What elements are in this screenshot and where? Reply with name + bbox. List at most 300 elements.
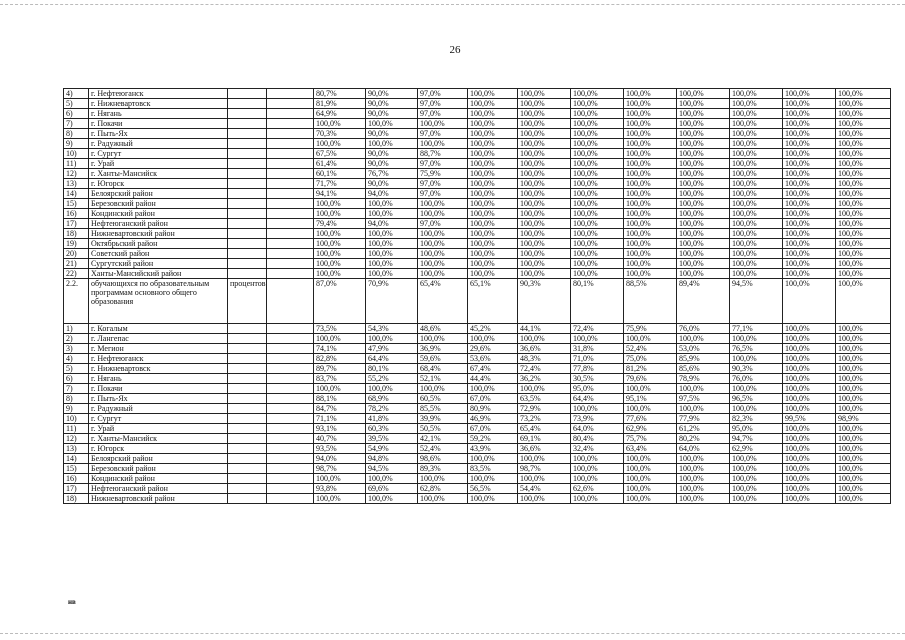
value-cell: 67,0%	[468, 394, 518, 404]
table-row	[64, 179, 891, 189]
row-name: г. Нефтеюганск	[89, 354, 228, 364]
value-cell: 46,9%	[468, 414, 518, 424]
value-cell: 100,0%	[677, 404, 730, 414]
row-number: 7)	[64, 384, 89, 394]
value-cell: 62,9%	[624, 424, 677, 434]
value-cell: 100,0%	[624, 179, 677, 189]
value-cell: 100,0%	[571, 179, 624, 189]
row-blank	[267, 99, 314, 109]
table-row	[64, 384, 891, 394]
table-row	[64, 159, 891, 169]
value-cell: 80,4%	[571, 434, 624, 444]
value-cell: 71,1%	[314, 414, 366, 424]
value-cell: 100,0%	[783, 229, 836, 239]
value-cell: 39,9%	[418, 414, 468, 424]
value-cell: 100,0%	[730, 269, 783, 279]
value-cell: 100,0%	[783, 484, 836, 494]
value-cell: 100,0%	[730, 484, 783, 494]
table-row	[64, 364, 891, 374]
value-cell: 100,0%	[836, 169, 891, 179]
value-cell: 100,0%	[468, 249, 518, 259]
row-unit	[228, 179, 267, 189]
value-cell: 100,0%	[314, 209, 366, 219]
value-cell: 44,4%	[468, 374, 518, 384]
value-cell: 100,0%	[571, 209, 624, 219]
value-cell: 63,4%	[624, 444, 677, 454]
value-cell: 73,2%	[518, 414, 571, 424]
row-number: 20)	[64, 249, 89, 259]
value-cell: 100,0%	[571, 129, 624, 139]
value-cell: 100,0%	[518, 139, 571, 149]
value-cell: 69,1%	[518, 434, 571, 444]
value-cell: 89,3%	[418, 464, 468, 474]
value-cell: 100,0%	[836, 454, 891, 464]
row-number: 2.2.	[64, 279, 89, 324]
value-cell: 100,0%	[518, 474, 571, 484]
value-cell: 100,0%	[836, 99, 891, 109]
table-row	[64, 119, 891, 129]
row-name: Октябрьский район	[89, 239, 228, 249]
value-cell: 100,0%	[571, 199, 624, 209]
value-cell: 64,0%	[571, 424, 624, 434]
value-cell: 93,1%	[314, 424, 366, 434]
value-cell: 100,0%	[468, 494, 518, 504]
value-cell: 100,0%	[783, 89, 836, 99]
value-cell: 100,0%	[730, 119, 783, 129]
value-cell: 100,0%	[468, 99, 518, 109]
value-cell: 100,0%	[836, 464, 891, 474]
value-cell: 100,0%	[730, 99, 783, 109]
value-cell: 100,0%	[836, 199, 891, 209]
value-cell: 100,0%	[366, 259, 418, 269]
row-name: г. Нижневартовск	[89, 99, 228, 109]
value-cell: 100,0%	[518, 454, 571, 464]
value-cell: 100,0%	[418, 139, 468, 149]
value-cell: 100,0%	[518, 209, 571, 219]
value-cell: 54,4%	[518, 484, 571, 494]
row-unit	[228, 219, 267, 229]
row-unit	[228, 414, 267, 424]
value-cell: 100,0%	[571, 454, 624, 464]
value-cell: 98,7%	[314, 464, 366, 474]
row-number: 8)	[64, 129, 89, 139]
row-blank	[267, 484, 314, 494]
row-blank	[267, 464, 314, 474]
row-blank	[267, 444, 314, 454]
value-cell: 100,0%	[783, 149, 836, 159]
value-cell: 100,0%	[624, 484, 677, 494]
value-cell: 100,0%	[571, 89, 624, 99]
value-cell: 77,8%	[571, 364, 624, 374]
value-cell: 100,0%	[314, 384, 366, 394]
value-cell: 70,3%	[314, 129, 366, 139]
value-cell: 100,0%	[624, 219, 677, 229]
value-cell: 100,0%	[624, 109, 677, 119]
value-cell: 100,0%	[314, 259, 366, 269]
value-cell: 65,4%	[418, 279, 468, 324]
value-cell: 77,9%	[677, 414, 730, 424]
value-cell: 70,9%	[366, 279, 418, 324]
value-cell: 100,0%	[366, 199, 418, 209]
row-unit	[228, 259, 267, 269]
value-cell: 100,0%	[418, 249, 468, 259]
value-cell: 60,3%	[366, 424, 418, 434]
row-unit	[228, 159, 267, 169]
row-unit	[228, 404, 267, 414]
row-name: Белоярский район	[89, 189, 228, 199]
value-cell: 83,7%	[314, 374, 366, 384]
value-cell: 36,6%	[518, 344, 571, 354]
row-blank	[267, 189, 314, 199]
value-cell: 29,6%	[468, 344, 518, 354]
value-cell: 100,0%	[677, 109, 730, 119]
table-row	[64, 484, 891, 494]
value-cell: 100,0%	[836, 189, 891, 199]
value-cell: 64,4%	[366, 354, 418, 364]
value-cell: 52,4%	[624, 344, 677, 354]
value-cell: 36,6%	[518, 444, 571, 454]
value-cell: 100,0%	[783, 384, 836, 394]
value-cell: 98,6%	[418, 454, 468, 464]
value-cell: 36,2%	[518, 374, 571, 384]
row-number: 12)	[64, 169, 89, 179]
value-cell: 100,0%	[677, 239, 730, 249]
row-number: 18)	[64, 229, 89, 239]
value-cell: 100,0%	[314, 119, 366, 129]
value-cell: 100,0%	[571, 159, 624, 169]
row-blank	[267, 384, 314, 394]
value-cell: 100,0%	[624, 169, 677, 179]
row-unit	[228, 99, 267, 109]
row-unit	[228, 424, 267, 434]
value-cell: 100,0%	[836, 249, 891, 259]
value-cell: 100,0%	[468, 139, 518, 149]
value-cell: 100,0%	[366, 384, 418, 394]
value-cell: 100,0%	[677, 259, 730, 269]
value-cell: 100,0%	[366, 474, 418, 484]
row-name: Белоярский район	[89, 454, 228, 464]
value-cell: 100,0%	[468, 454, 518, 464]
value-cell: 100,0%	[836, 334, 891, 344]
value-cell: 100,0%	[624, 159, 677, 169]
value-cell: 48,3%	[518, 354, 571, 364]
value-cell: 100,0%	[418, 229, 468, 239]
row-unit	[228, 169, 267, 179]
row-blank	[267, 344, 314, 354]
value-cell: 100,0%	[571, 494, 624, 504]
value-cell: 80,7%	[314, 89, 366, 99]
indicator-table	[63, 88, 891, 504]
value-cell: 100,0%	[314, 474, 366, 484]
value-cell: 100,0%	[783, 474, 836, 484]
row-blank	[267, 129, 314, 139]
value-cell: 100,0%	[836, 364, 891, 374]
value-cell: 100,0%	[518, 109, 571, 119]
value-cell: 100,0%	[677, 494, 730, 504]
value-cell: 100,0%	[518, 219, 571, 229]
value-cell: 100,0%	[418, 239, 468, 249]
value-cell: 100,0%	[624, 404, 677, 414]
value-cell: 100,0%	[468, 474, 518, 484]
row-blank	[267, 394, 314, 404]
table-row	[64, 209, 891, 219]
row-blank	[267, 424, 314, 434]
row-unit	[228, 484, 267, 494]
row-unit	[228, 324, 267, 334]
row-name: г. Сургут	[89, 149, 228, 159]
value-cell: 96,5%	[730, 394, 783, 404]
value-cell: 100,0%	[783, 239, 836, 249]
value-cell: 100,0%	[730, 199, 783, 209]
value-cell: 100,0%	[836, 219, 891, 229]
value-cell: 100,0%	[730, 229, 783, 239]
row-name: г. Нягань	[89, 109, 228, 119]
value-cell: 65,4%	[518, 424, 571, 434]
value-cell: 77,6%	[624, 414, 677, 424]
table-row	[64, 324, 891, 334]
table-row	[64, 99, 891, 109]
value-cell: 100,0%	[730, 464, 783, 474]
row-blank	[267, 89, 314, 99]
value-cell: 100,0%	[836, 229, 891, 239]
bottom-scan-edge	[0, 633, 905, 634]
value-cell: 100,0%	[677, 119, 730, 129]
value-cell: 100,0%	[783, 354, 836, 364]
value-cell: 100,0%	[677, 229, 730, 239]
value-cell: 100,0%	[468, 169, 518, 179]
value-cell: 100,0%	[677, 179, 730, 189]
value-cell: 100,0%	[836, 484, 891, 494]
row-name: г. Урай	[89, 424, 228, 434]
value-cell: 71,0%	[571, 354, 624, 364]
value-cell: 100,0%	[624, 239, 677, 249]
value-cell: 100,0%	[518, 89, 571, 99]
value-cell: 75,0%	[624, 354, 677, 364]
value-cell: 100,0%	[836, 434, 891, 444]
value-cell: 31,8%	[571, 344, 624, 354]
value-cell: 100,0%	[518, 129, 571, 139]
row-number: 5)	[64, 364, 89, 374]
value-cell: 100,0%	[783, 219, 836, 229]
value-cell: 100,0%	[518, 239, 571, 249]
value-cell: 100,0%	[624, 384, 677, 394]
value-cell: 100,0%	[730, 239, 783, 249]
value-cell: 100,0%	[518, 149, 571, 159]
table-row	[64, 414, 891, 424]
row-name: г. Радужный	[89, 404, 228, 414]
row-blank	[267, 374, 314, 384]
row-unit	[228, 494, 267, 504]
row-name: г. Югорск	[89, 179, 228, 189]
value-cell: 100,0%	[730, 384, 783, 394]
value-cell: 100,0%	[624, 189, 677, 199]
value-cell: 65,1%	[468, 279, 518, 324]
value-cell: 100,0%	[836, 239, 891, 249]
value-cell: 100,0%	[468, 89, 518, 99]
value-cell: 95,0%	[571, 384, 624, 394]
value-cell: 43,9%	[468, 444, 518, 454]
value-cell: 85,6%	[677, 364, 730, 374]
value-cell: 100,0%	[571, 189, 624, 199]
value-cell: 32,4%	[571, 444, 624, 454]
value-cell: 100,0%	[624, 464, 677, 474]
value-cell: 100,0%	[783, 434, 836, 444]
row-blank	[267, 354, 314, 364]
row-name: г. Покачи	[89, 119, 228, 129]
value-cell: 100,0%	[730, 404, 783, 414]
value-cell: 100,0%	[783, 404, 836, 414]
row-blank	[267, 209, 314, 219]
value-cell: 88,1%	[314, 394, 366, 404]
value-cell: 87,0%	[314, 279, 366, 324]
table-row	[64, 109, 891, 119]
row-unit	[228, 249, 267, 259]
row-unit	[228, 374, 267, 384]
value-cell: 100,0%	[571, 119, 624, 129]
value-cell: 100,0%	[468, 179, 518, 189]
value-cell: 100,0%	[468, 384, 518, 394]
value-cell: 100,0%	[730, 189, 783, 199]
value-cell: 78,9%	[677, 374, 730, 384]
value-cell: 72,9%	[518, 404, 571, 414]
value-cell: 100,0%	[518, 494, 571, 504]
row-number: 17)	[64, 219, 89, 229]
row-blank	[267, 229, 314, 239]
value-cell: 100,0%	[624, 249, 677, 259]
value-cell: 100,0%	[314, 139, 366, 149]
row-unit	[228, 454, 267, 464]
row-blank	[267, 179, 314, 189]
value-cell: 100,0%	[314, 249, 366, 259]
value-cell: 93,8%	[314, 484, 366, 494]
value-cell: 100,0%	[624, 149, 677, 159]
table-row	[64, 404, 891, 414]
row-unit	[228, 364, 267, 374]
value-cell: 97,0%	[418, 179, 468, 189]
table-row	[64, 334, 891, 344]
value-cell: 100,0%	[624, 209, 677, 219]
value-cell: 100,0%	[730, 129, 783, 139]
value-cell: 100,0%	[783, 394, 836, 404]
value-cell: 100,0%	[418, 494, 468, 504]
value-cell: 100,0%	[783, 259, 836, 269]
row-number: 3)	[64, 344, 89, 354]
value-cell: 100,0%	[836, 119, 891, 129]
value-cell: 100,0%	[468, 269, 518, 279]
value-cell: 69,6%	[366, 484, 418, 494]
value-cell: 98,9%	[836, 414, 891, 424]
value-cell: 100,0%	[836, 279, 891, 324]
value-cell: 100,0%	[783, 109, 836, 119]
value-cell: 81,2%	[624, 364, 677, 374]
value-cell: 100,0%	[418, 334, 468, 344]
table-row	[64, 454, 891, 464]
value-cell: 90,0%	[366, 149, 418, 159]
value-cell: 77,1%	[730, 324, 783, 334]
value-cell: 100,0%	[836, 259, 891, 269]
value-cell: 100,0%	[836, 424, 891, 434]
row-number: 13)	[64, 179, 89, 189]
value-cell: 100,0%	[468, 159, 518, 169]
row-unit	[228, 129, 267, 139]
value-cell: 100,0%	[677, 384, 730, 394]
value-cell: 100,0%	[366, 334, 418, 344]
value-cell: 93,5%	[314, 444, 366, 454]
value-cell: 100,0%	[677, 334, 730, 344]
value-cell: 100,0%	[518, 249, 571, 259]
value-cell: 100,0%	[468, 109, 518, 119]
table-row	[64, 464, 891, 474]
value-cell: 100,0%	[836, 159, 891, 169]
table-row	[64, 139, 891, 149]
value-cell: 100,0%	[518, 229, 571, 239]
row-number: 17)	[64, 484, 89, 494]
value-cell: 97,0%	[418, 159, 468, 169]
row-number: 2)	[64, 334, 89, 344]
row-number: 9)	[64, 139, 89, 149]
row-number: 1)	[64, 324, 89, 334]
value-cell: 100,0%	[624, 259, 677, 269]
value-cell: 100,0%	[571, 239, 624, 249]
row-unit	[228, 344, 267, 354]
value-cell: 100,0%	[783, 324, 836, 334]
row-blank	[267, 159, 314, 169]
value-cell: 100,0%	[730, 139, 783, 149]
value-cell: 73,9%	[571, 414, 624, 424]
value-cell: 100,0%	[836, 494, 891, 504]
row-blank	[267, 494, 314, 504]
row-name: г. Мегион	[89, 344, 228, 354]
value-cell: 100,0%	[783, 454, 836, 464]
value-cell: 88,7%	[418, 149, 468, 159]
value-cell: 100,0%	[518, 159, 571, 169]
value-cell: 36,9%	[418, 344, 468, 354]
value-cell: 39,5%	[366, 434, 418, 444]
value-cell: 100,0%	[468, 219, 518, 229]
value-cell: 100,0%	[518, 179, 571, 189]
value-cell: 100,0%	[783, 464, 836, 474]
value-cell: 89,4%	[677, 279, 730, 324]
row-name: г. Покачи	[89, 384, 228, 394]
value-cell: 100,0%	[518, 259, 571, 269]
value-cell: 100,0%	[624, 139, 677, 149]
value-cell: 100,0%	[677, 169, 730, 179]
row-blank	[267, 259, 314, 269]
value-cell: 100,0%	[571, 99, 624, 109]
value-cell: 100,0%	[571, 474, 624, 484]
value-cell: 100,0%	[314, 229, 366, 239]
row-unit	[228, 89, 267, 99]
value-cell: 100,0%	[418, 199, 468, 209]
value-cell: 100,0%	[783, 444, 836, 454]
value-cell: 100,0%	[783, 424, 836, 434]
value-cell: 100,0%	[836, 209, 891, 219]
value-cell: 100,0%	[571, 229, 624, 239]
table-row	[64, 89, 891, 99]
row-unit	[228, 434, 267, 444]
value-cell: 100,0%	[314, 199, 366, 209]
value-cell: 100,0%	[730, 219, 783, 229]
value-cell: 88,5%	[624, 279, 677, 324]
value-cell: 100,0%	[624, 89, 677, 99]
value-cell: 80,9%	[468, 404, 518, 414]
value-cell: 68,4%	[418, 364, 468, 374]
value-cell: 100,0%	[518, 189, 571, 199]
value-cell: 100,0%	[677, 484, 730, 494]
value-cell: 63,5%	[518, 394, 571, 404]
value-cell: 100,0%	[677, 269, 730, 279]
row-number: 9)	[64, 404, 89, 414]
